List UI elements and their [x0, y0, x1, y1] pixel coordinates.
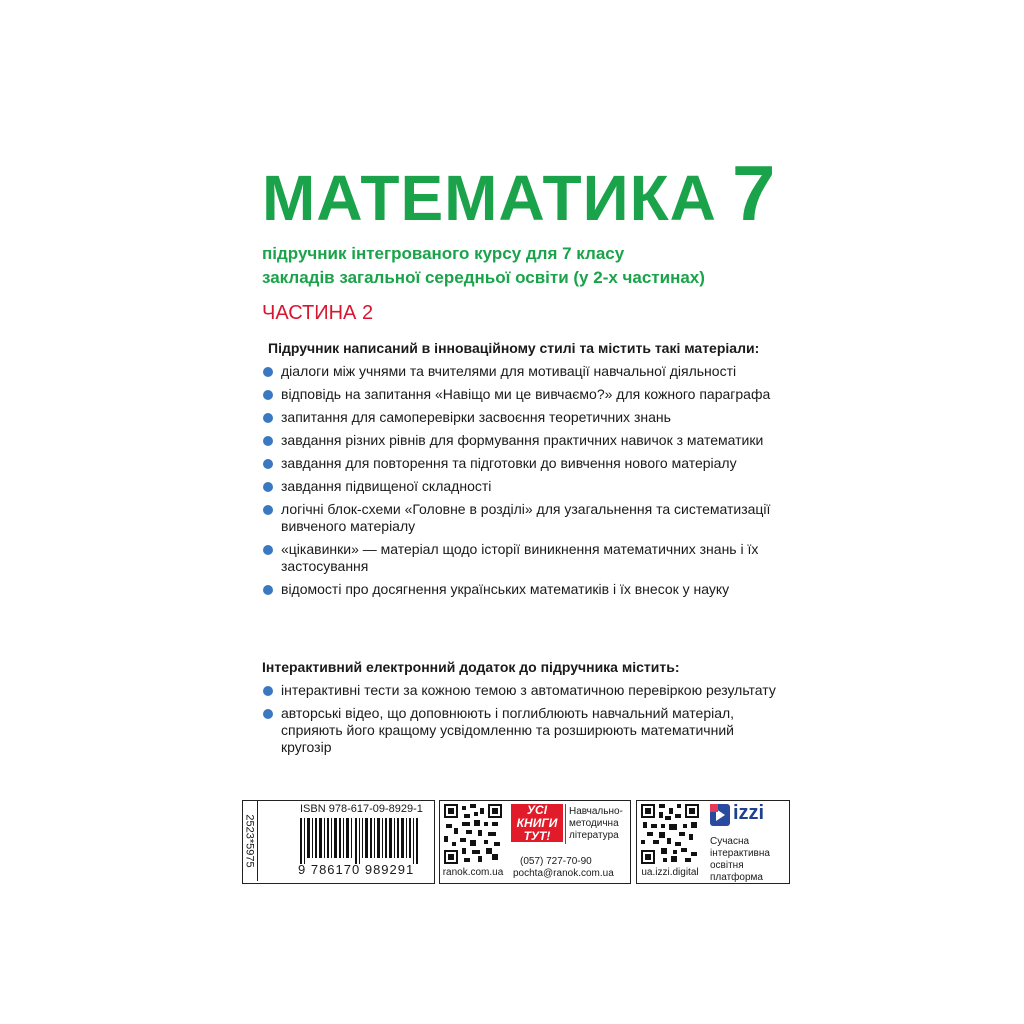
bullet-icon [263, 482, 273, 492]
subtitle-line: закладів загальної середньої освіти (у 2-х частинах) [262, 268, 705, 287]
qr-code-icon [444, 804, 502, 864]
list-item [262, 541, 782, 575]
bullet-icon [263, 505, 273, 515]
list-item-text: логічні блок-схеми «Головне в розділі» для узагальнення та систематизації вивченого матеріалу [281, 501, 771, 534]
list-item [262, 501, 782, 535]
bullet-icon [263, 367, 273, 377]
izzi-site: ua.izzi.digital [641, 867, 699, 878]
list-item [262, 581, 782, 598]
list-item [262, 432, 782, 449]
bullet-icon [263, 459, 273, 469]
list-item [262, 682, 782, 699]
list-item-text: відповідь на запитання «Навіщо ми це вивчаємо?» для кожного параграфа [281, 386, 771, 402]
list-item [262, 705, 782, 756]
list-item [262, 409, 782, 426]
divider [565, 804, 566, 844]
subtitle-line: підручник інтегрованого курсу для 7 класу [262, 244, 625, 263]
list-item-text: завдання для повторення та підготовки до вивчення нового матеріалу [281, 455, 737, 471]
bullet-icon [263, 585, 273, 595]
promo-badge: УСІ КНИГИ ТУТ! [511, 804, 563, 842]
list-item-text: інтерактивні тести за кожною темою з автоматичною перевіркою результату [281, 682, 776, 698]
interactive-list [262, 682, 782, 762]
list-item [262, 478, 782, 495]
list-item-text: авторські відео, що доповнюють і поглиблюють навчальний матеріал, сприяють його кращому усвідомленню та розширюють математичний кругозір [281, 705, 735, 755]
list-item [262, 363, 782, 380]
list-item-text: завдання підвищеної складності [281, 478, 492, 494]
izzi-logo-text: izzi [733, 802, 765, 824]
barcode-icon [300, 818, 424, 864]
features-heading: Підручник написаний в інноваційному стилі та містить такі матеріали: [268, 340, 760, 356]
list-item [262, 386, 782, 403]
isbn-side-code: 2523*5975 [243, 801, 258, 881]
publisher-category: Навчально- методична література [569, 806, 623, 841]
bullet-icon [263, 686, 273, 696]
list-item-text: завдання різних рівнів для формування практичних навичок з математики [281, 432, 764, 448]
list-item [262, 455, 782, 472]
izzi-description: Сучасна інтерактивна освітня платформа [710, 836, 770, 883]
bullet-icon [263, 709, 273, 719]
izzi-logo-icon [710, 804, 730, 826]
bullet-icon [263, 413, 273, 423]
bullet-icon [263, 436, 273, 446]
features-list [262, 363, 782, 604]
list-item-text: «цікавинки» — матеріал щодо історії виникнення математичних знань і їх застосування [281, 541, 759, 574]
list-item-text: відомості про досягнення українських математиків і їх внесок у науку [281, 581, 730, 597]
isbn-text: ISBN 978-617-09-8929-1 [300, 803, 423, 815]
book-title: МАТЕМАТИКА [262, 162, 717, 234]
qr-code-icon [641, 804, 699, 864]
bullet-icon [263, 545, 273, 555]
publisher-site: ranok.com.ua [442, 867, 504, 878]
publisher-email: pochta@ranok.com.ua [513, 868, 614, 879]
grade-number: 7 [732, 149, 776, 237]
book-subtitle [262, 242, 822, 290]
publisher-phone: (057) 727-70-90 [520, 856, 592, 867]
list-item-text: запитання для самоперевірки засвоєння теоретичних знань [281, 409, 671, 425]
bullet-icon [263, 390, 273, 400]
barcode-number: 9 786170 989291 [298, 862, 415, 877]
interactive-heading: Інтерактивний електронний додаток до підручника містить: [262, 659, 680, 675]
list-item-text: діалоги між учнями та вчителями для мотивації навчальної діяльності [281, 363, 737, 379]
part-label: ЧАСТИНА 2 [262, 302, 374, 324]
